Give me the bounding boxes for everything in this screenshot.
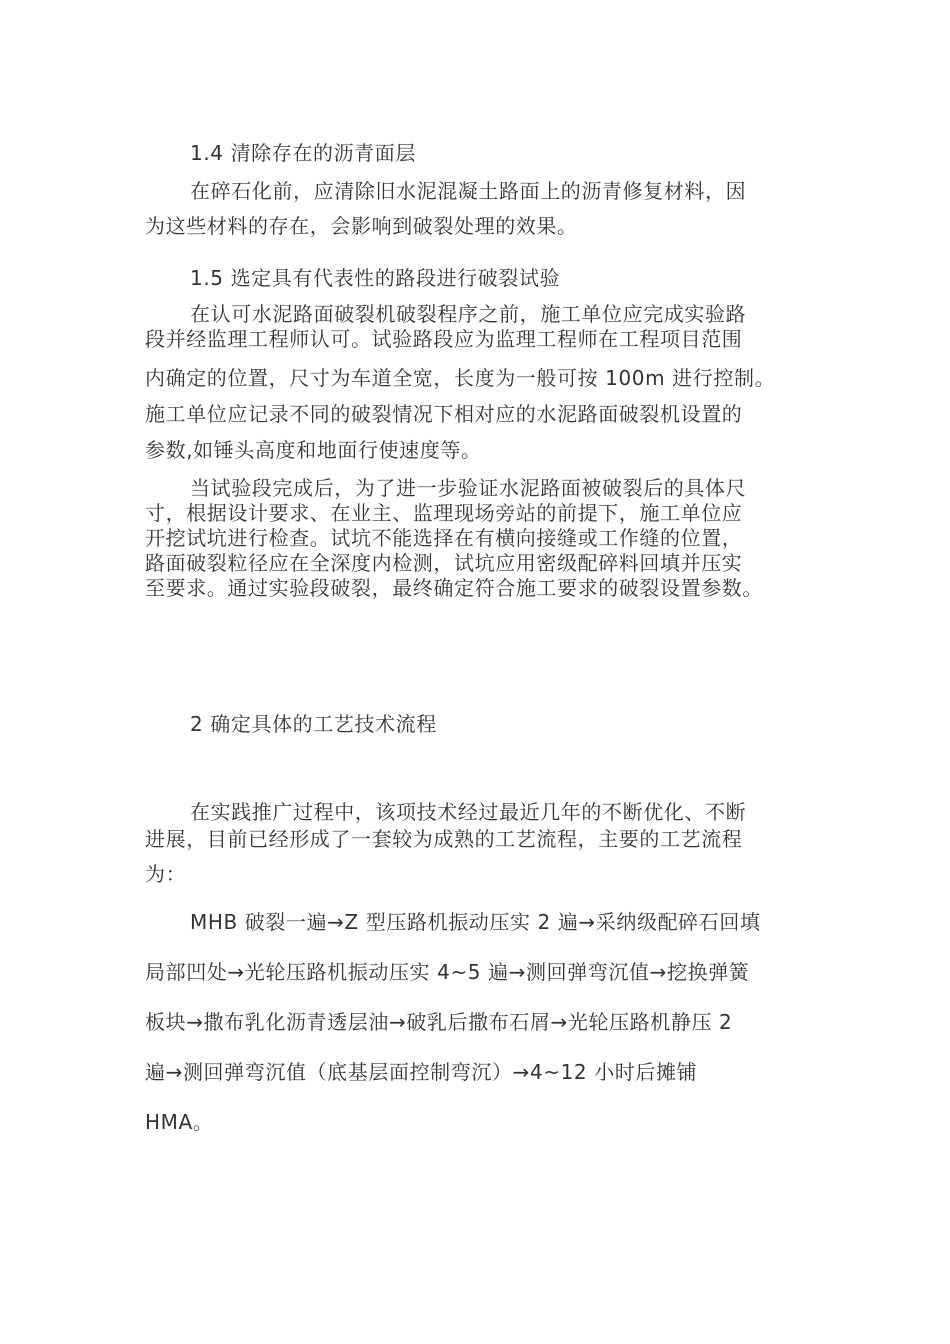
section-heading-1-5: 1.5 选定具有代表性的路段进行破裂试验 — [190, 266, 561, 290]
paragraph-line: 段并经监理工程师认可。试验路段应为监理工程师在工程项目范围 — [145, 327, 743, 351]
paragraph-line: 在实践推广过程中，该项技术经过最近几年的不断优化、不断 — [190, 800, 747, 824]
paragraph-line: 为这些材料的存在，会影响到破裂处理的效果。 — [145, 214, 578, 238]
paragraph-line: 内确定的位置，尺寸为车道全宽，长度为一般可按 100m 进行控制。 — [145, 366, 776, 390]
paragraph-line: 寸，根据设计要求、在业主、监理现场旁站的前提下，施工单位应 — [145, 501, 743, 525]
section-heading-1-4: 1.4 清除存在的沥青面层 — [190, 141, 416, 165]
paragraph-line: 至要求。通过实验段破裂，最终确定符合施工要求的破裂设置参数。 — [145, 576, 763, 600]
paragraph-line: 在认可水泥路面破裂机破裂程序之前，施工单位应完成实验路 — [190, 302, 747, 326]
paragraph-line: MHB 破裂一遍→Z 型压路机振动压实 2 遍→采纳级配碎石回填 — [190, 910, 761, 934]
paragraph-line: 参数,如锤头高度和地面行使速度等。 — [145, 438, 482, 462]
paragraph-line: 板块→撒布乳化沥青透层油→破乳后撒布石屑→光轮压路机静压 2 — [145, 1010, 733, 1034]
paragraph-line: HMA。 — [145, 1110, 214, 1134]
paragraph-line: 为： — [145, 862, 187, 886]
paragraph-line: 进展，目前已经形成了一套较为成熟的工艺流程，主要的工艺流程 — [145, 827, 743, 851]
paragraph-line: 施工单位应记录不同的破裂情况下相对应的水泥路面破裂机设置的 — [145, 402, 743, 426]
paragraph-line: 路面破裂粒径应在全深度内检测，试坑应用密级配碎料回填并压实 — [145, 551, 743, 575]
paragraph-line: 开挖试坑进行检查。试坑不能选择在有横向接缝或工作缝的位置， — [145, 526, 743, 550]
paragraph-line: 局部凹处→光轮压路机振动压实 4~5 遍→测回弹弯沉值→挖换弹簧 — [145, 960, 750, 984]
paragraph-line: 在碎石化前，应清除旧水泥混凝土路面上的沥青修复材料，因 — [190, 179, 747, 203]
paragraph-line: 当试验段完成后，为了进一步验证水泥路面被破裂后的具体尺 — [190, 476, 747, 500]
section-heading-2: 2 确定具体的工艺技术流程 — [190, 712, 437, 736]
paragraph-line: 遍→测回弹弯沉值（底基层面控制弯沉）→4~12 小时后摊铺 — [145, 1060, 698, 1084]
